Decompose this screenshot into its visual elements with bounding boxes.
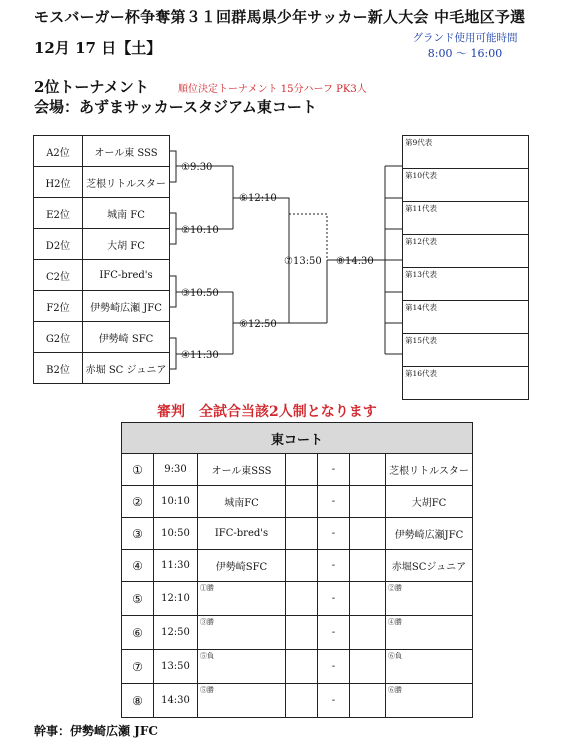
team-seed: C2位 <box>34 260 83 291</box>
referee-note: 審判 全試合当該2人制となります <box>157 404 377 420</box>
away-score <box>350 550 386 582</box>
bracket-line <box>233 198 289 260</box>
home-score <box>286 518 318 550</box>
match-time: 14:30 <box>154 684 198 718</box>
match-2-label: ②10:10 <box>181 225 219 236</box>
team-name: 城南 FC <box>83 198 170 229</box>
rep-label: 第16代表 <box>403 367 529 400</box>
match-6-label: ⑥12:50 <box>239 319 277 330</box>
schedule-table <box>121 422 473 718</box>
match-8-label: ⑧14:30 <box>336 256 374 267</box>
away-team: ⑥勝 <box>386 684 473 718</box>
rep-label: 第13代表 <box>403 268 529 301</box>
rep-row <box>403 202 529 235</box>
court-header: 東コート <box>122 423 473 454</box>
score-dash: - <box>318 684 350 718</box>
match-time: 9:30 <box>154 454 198 486</box>
team-seed: F2位 <box>34 291 83 322</box>
rep-label: 第15代表 <box>403 334 529 367</box>
away-score <box>350 684 386 718</box>
match-time: 12:50 <box>154 616 198 650</box>
match-3-label: ③10:50 <box>181 288 219 299</box>
match-number: ④ <box>122 550 154 582</box>
score-dash: - <box>318 454 350 486</box>
table-row <box>122 684 473 718</box>
team-name: IFC-bred's <box>83 260 170 291</box>
home-score <box>286 550 318 582</box>
away-team: ⑥負 <box>386 650 473 684</box>
table-row <box>122 616 473 650</box>
away-score <box>350 518 386 550</box>
bracket-line <box>169 213 176 244</box>
ground-hours-time: 8:00 ～ 16:00 <box>427 47 503 60</box>
team-name: 芝根リトルスター <box>83 167 170 198</box>
organizer: 幹事：伊勢崎広瀬 JFC <box>34 724 158 738</box>
team-name: 伊勢崎 SFC <box>83 322 170 353</box>
rep-row <box>403 301 529 334</box>
home-team: オール東SSS <box>198 454 286 486</box>
away-team: 赤堀SCジュニア <box>386 550 473 582</box>
rep-label: 第11代表 <box>403 202 529 235</box>
score-dash: - <box>318 616 350 650</box>
match-time: 13:50 <box>154 650 198 684</box>
away-team: ④勝 <box>386 616 473 650</box>
away-team: 大胡FC <box>386 486 473 518</box>
match-time: 10:50 <box>154 518 198 550</box>
team-name: 伊勢崎広瀬 JFC <box>83 291 170 322</box>
table-row <box>122 582 473 616</box>
home-score <box>286 454 318 486</box>
rep-label: 第12代表 <box>403 235 529 268</box>
bracket-line <box>169 338 176 369</box>
away-score <box>350 486 386 518</box>
home-score <box>286 650 318 684</box>
team-name: オール東 SSS <box>83 136 170 167</box>
away-score <box>350 616 386 650</box>
match-date: 12月 17 日【土】 <box>34 39 162 57</box>
table-row <box>122 518 473 550</box>
away-score <box>350 650 386 684</box>
away-score <box>350 454 386 486</box>
away-team: 芝根リトルスター <box>386 454 473 486</box>
rep-row <box>403 136 529 169</box>
match-number: ⑧ <box>122 684 154 718</box>
table-row <box>122 486 473 518</box>
rep-row <box>403 268 529 301</box>
score-dash: - <box>318 650 350 684</box>
table-row <box>122 550 473 582</box>
rep-label: 第14代表 <box>403 301 529 334</box>
away-team: 伊勢崎広瀬JFC <box>386 518 473 550</box>
ground-hours-label: グランド使用可能時間 <box>412 32 518 44</box>
rep-row <box>403 235 529 268</box>
match-number: ⑤ <box>122 582 154 616</box>
bracket-line <box>169 276 176 307</box>
match-number: ⑦ <box>122 650 154 684</box>
match-number: ① <box>122 454 154 486</box>
rep-row <box>403 367 529 400</box>
team-seed: B2位 <box>34 353 83 384</box>
match-4-label: ④11:30 <box>181 350 219 361</box>
away-team: ②勝 <box>386 582 473 616</box>
rep-label: 第10代表 <box>403 169 529 202</box>
match-number: ② <box>122 486 154 518</box>
home-score <box>286 616 318 650</box>
match-number: ③ <box>122 518 154 550</box>
score-dash: - <box>318 582 350 616</box>
score-dash: - <box>318 486 350 518</box>
tournament-title: モスバーガー杯争奪第３１回群馬県少年サッカー新人大会 中毛地区予選 <box>34 8 526 26</box>
bracket-note: 順位決定トーナメント 15分ハーフ PK3人 <box>178 84 367 95</box>
home-team: ③勝 <box>198 616 286 650</box>
team-seed: H2位 <box>34 167 83 198</box>
bracket-line <box>169 151 176 182</box>
table-row <box>122 454 473 486</box>
match-time: 11:30 <box>154 550 198 582</box>
team-seed: A2位 <box>34 136 83 167</box>
rep-label: 第9代表 <box>403 136 529 169</box>
table-row <box>122 650 473 684</box>
bracket-line-dashed <box>289 214 327 260</box>
match-7-label: ⑦13:50 <box>284 256 322 267</box>
team-seed: D2位 <box>34 229 83 260</box>
rep-row <box>403 334 529 367</box>
home-score <box>286 486 318 518</box>
team-seed: G2位 <box>34 322 83 353</box>
bracket-title: 2位トーナメント <box>34 78 149 96</box>
home-team: ⑤勝 <box>198 684 286 718</box>
home-team: 伊勢崎SFC <box>198 550 286 582</box>
representatives-table <box>402 135 529 400</box>
score-dash: - <box>318 550 350 582</box>
score-dash: - <box>318 518 350 550</box>
venue: 会場：あずまサッカースタジアム東コート <box>34 98 317 116</box>
rep-row <box>403 169 529 202</box>
home-team: ⑤負 <box>198 650 286 684</box>
team-seed: E2位 <box>34 198 83 229</box>
away-score <box>350 582 386 616</box>
match-number: ⑥ <box>122 616 154 650</box>
home-score <box>286 582 318 616</box>
bracket-line <box>385 166 402 354</box>
match-5-label: ⑤12:10 <box>239 193 277 204</box>
team-name: 赤堀 SC ジュニア <box>83 353 170 384</box>
team-name: 大胡 FC <box>83 229 170 260</box>
home-team: ①勝 <box>198 582 286 616</box>
match-time: 12:10 <box>154 582 198 616</box>
home-team: 城南FC <box>198 486 286 518</box>
home-score <box>286 684 318 718</box>
bracket-line <box>233 260 289 323</box>
match-1-label: ①9:30 <box>181 162 213 173</box>
home-team: IFC-bred's <box>198 518 286 550</box>
match-time: 10:10 <box>154 486 198 518</box>
